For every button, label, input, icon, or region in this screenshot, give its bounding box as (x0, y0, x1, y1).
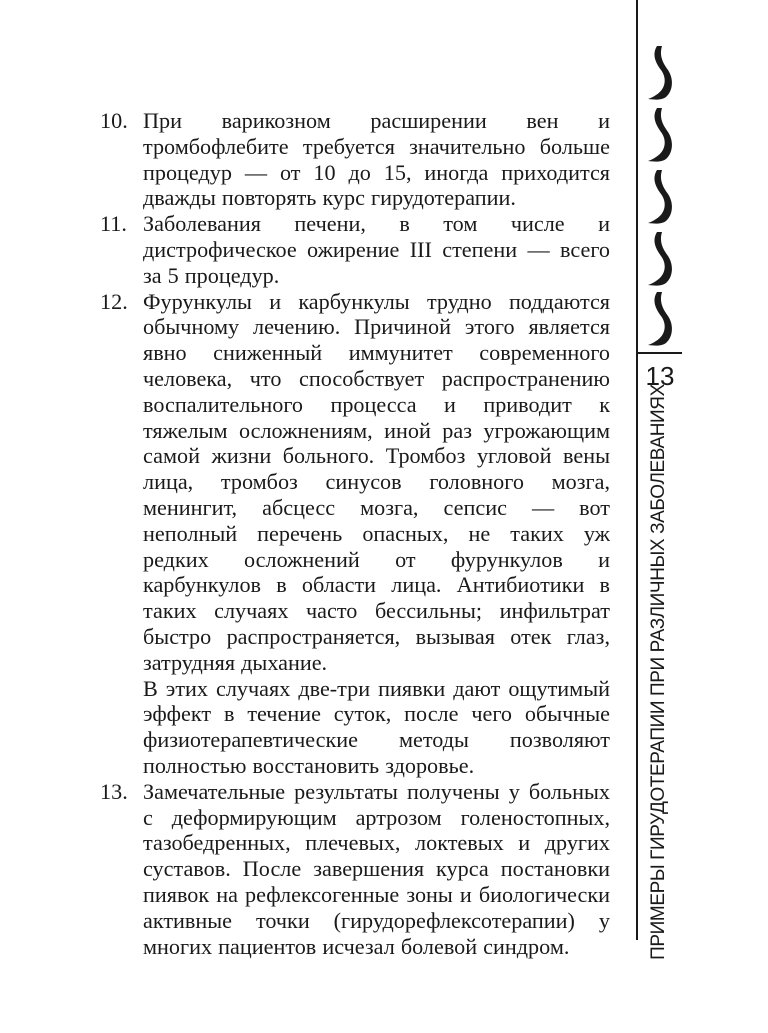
page-number: 13 (645, 361, 675, 391)
leech-ornament-icon (642, 42, 678, 104)
main-text (100, 108, 610, 959)
page-number-divider (638, 352, 682, 354)
leech-ornament-icon (642, 166, 678, 228)
leech-ornament-icon (642, 104, 678, 166)
leech-ornament-icon (642, 288, 678, 350)
vertical-rule (636, 0, 638, 940)
item-paragraph: Замечательные результаты получены у больных с деформирующим артрозом голеностопных, тазобедренных, плечевых, локтевых и других суставов. После завершения курса постановки пиявок на рефлексогенные зоны и биологически активные точки (гирудорефлексотерапии) у многих пациентов исчезал болевой синдром. (143, 778, 610, 959)
list-item (100, 289, 610, 779)
leech-ornament-icon (642, 228, 678, 290)
item-paragraph: При варикозном расширении вен и тромбофлебите требуется значительно больше процедур — от 10 до 15, иногда приходится дважды повторять курс гирудотерапии. (143, 108, 610, 211)
item-number: 13. (100, 778, 128, 804)
item-paragraph: Заболевания печени, в том числе и дистрофическое ожирение III степени — всего за 5 процедур. (143, 211, 610, 288)
list-item (100, 779, 610, 960)
list-item (100, 211, 610, 288)
item-number: 11. (100, 211, 127, 237)
item-paragraph: В этих случаях две-три пиявки дают ощутимый эффект в течение суток, после чего обычные физиотерапевтические методы позволяют полностью восстановить здоровье. (143, 675, 610, 778)
list-item (100, 108, 610, 211)
item-paragraph: Фурункулы и карбункулы трудно поддаются обычному лечению. Причиной этого является явно сниженный иммунитет современного человека, что способствует распространению воспалительного процесса и приводит к тяжелым осложнениям, иной раз угрожающим самой жизни больного. Тромбоз угловой вены лица, тромбоз синусов головного мозга, менингит, абсцесс мозга, сепсис — вот неполный перечень опасных, не таких уж редких осложнений от фурункулов и карбункулов в области лица. Антибиотики в таких случаях часто бессильны; инфильтрат быстро распространяется, вызывая отек глаз, затрудняя дыхание. (143, 288, 610, 675)
item-number: 12. (100, 288, 128, 314)
running-head-text: ПРИМЕРЫ ГИРУДОТЕРАПИИ ПРИ РАЗЛИЧНЫХ ЗАБОЛЕВАНИЯХ (648, 384, 669, 960)
item-number: 10. (100, 108, 128, 133)
